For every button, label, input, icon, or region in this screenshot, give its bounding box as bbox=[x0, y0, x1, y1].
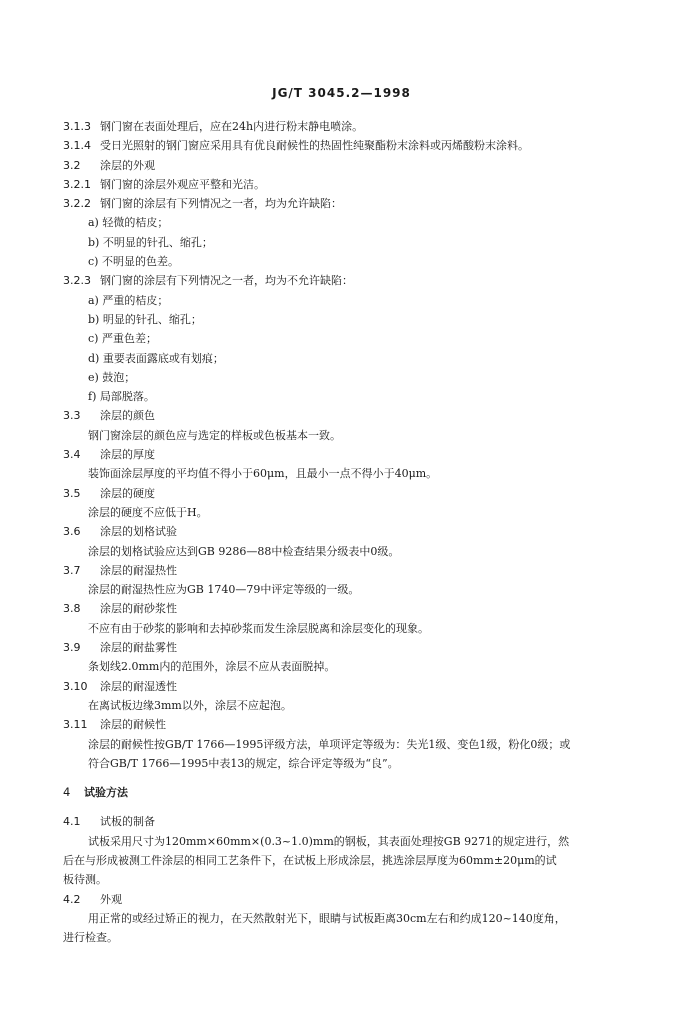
clause-text: 钢门窗的涂层有下列情况之一者，均为允许缺陷： bbox=[100, 197, 342, 211]
paragraph-text: 条划线2.0mm内的范围外，涂层不应从表面脱掉。 bbox=[88, 660, 336, 674]
list-item-text: d) 重要表面露底或有划痕； bbox=[88, 351, 224, 365]
clause-3-4 bbox=[0, 445, 683, 464]
paragraph-continuation bbox=[0, 928, 683, 947]
clause-number: 3.7 bbox=[63, 563, 81, 577]
paragraph-continuation bbox=[0, 754, 683, 773]
list-item-text: b) 不明显的针孔、缩孔； bbox=[88, 235, 213, 249]
clause-title: 涂层的硬度 bbox=[100, 486, 155, 500]
list-item bbox=[0, 310, 683, 329]
paragraph-text: 试板采用尺寸为120mm×60mm×(0.3~1.0)mm的钢板，其表面处理按GB 9271的规定进行，然 bbox=[88, 834, 570, 848]
clause-number: 4.2 bbox=[63, 892, 81, 906]
paragraph bbox=[0, 426, 683, 445]
paragraph-text: 涂层的耐湿热性应为GB 1740—79中评定等级的一级。 bbox=[88, 583, 360, 597]
clause-text: 受日光照射的钢门窗应采用具有优良耐候性的热固性纯聚酯粉末涂料或丙烯酸粉末涂料。 bbox=[100, 139, 529, 153]
clause-3-10 bbox=[0, 677, 683, 696]
list-item bbox=[0, 233, 683, 252]
list-item bbox=[0, 291, 683, 310]
clause-title: 涂层的耐盐雾性 bbox=[100, 641, 177, 655]
paragraph bbox=[0, 735, 683, 754]
section-number: 4 bbox=[63, 785, 71, 800]
clause-3-9 bbox=[0, 638, 683, 657]
clause-number: 3.1.4 bbox=[63, 139, 91, 153]
clause-3-2-2 bbox=[0, 194, 683, 213]
clause-3-2-1 bbox=[0, 175, 683, 194]
clause-3-2 bbox=[0, 156, 683, 175]
clause-number: 3.11 bbox=[63, 718, 88, 732]
paragraph-text: 板待测。 bbox=[63, 873, 107, 887]
paragraph-text: 涂层的硬度不应低于H。 bbox=[88, 505, 208, 519]
clause-3-1-3 bbox=[0, 117, 683, 136]
clause-title: 涂层的耐湿热性 bbox=[100, 563, 177, 577]
paragraph bbox=[0, 503, 683, 522]
list-item-text: c) 严重色差； bbox=[88, 332, 157, 346]
clause-title: 涂层的外观 bbox=[100, 158, 155, 172]
clause-number: 3.5 bbox=[63, 486, 81, 500]
paragraph-text: 装饰面涂层厚度的平均值不得小于60μm，且最小一点不得小于40μm。 bbox=[88, 467, 438, 481]
clause-number: 3.2.2 bbox=[63, 197, 91, 211]
clause-3-2-3 bbox=[0, 271, 683, 290]
list-item bbox=[0, 252, 683, 271]
clause-text: 钢门窗的涂层外观应平整和光洁。 bbox=[100, 177, 265, 191]
clause-number: 3.8 bbox=[63, 602, 81, 616]
clause-3-11 bbox=[0, 715, 683, 734]
clause-title: 试板的制备 bbox=[100, 815, 155, 829]
paragraph-continuation bbox=[0, 851, 683, 870]
list-item-text: a) 轻微的桔皮； bbox=[88, 216, 169, 230]
list-item bbox=[0, 213, 683, 232]
clause-3-3 bbox=[0, 406, 683, 425]
clause-3-5 bbox=[0, 484, 683, 503]
clause-number: 3.2.3 bbox=[63, 274, 91, 288]
paragraph-continuation bbox=[0, 870, 683, 889]
paragraph-text: 符合GB/T 1766—1995中表13的规定，综合评定等级为“良”。 bbox=[88, 756, 399, 770]
clause-text: 钢门窗在表面处理后，应在24h内进行粉末静电喷涂。 bbox=[100, 120, 364, 133]
paragraph bbox=[0, 619, 683, 638]
section-title: 试验方法 bbox=[84, 786, 128, 800]
paragraph-text: 涂层的耐候性按GB/T 1766—1995评级方法，单项评定等级为：失光1级、变色1级，粉化0级；或 bbox=[88, 737, 571, 751]
clause-number: 3.4 bbox=[63, 448, 81, 462]
clause-title: 涂层的耐湿透性 bbox=[100, 679, 177, 693]
paragraph-text: 用正常的或经过矫正的视力，在天然散射光下，眼睛与试板距离30cm左右和约成120~140度角， bbox=[88, 911, 566, 925]
list-item bbox=[0, 368, 683, 387]
clause-number: 3.2.1 bbox=[63, 177, 91, 191]
paragraph bbox=[0, 657, 683, 676]
clause-title: 涂层的颜色 bbox=[100, 409, 155, 423]
clause-number: 3.9 bbox=[63, 641, 81, 655]
paragraph-text: 在离试板边缘3mm以外，涂层不应起泡。 bbox=[88, 698, 292, 712]
list-item-text: c) 不明显的色差。 bbox=[88, 255, 179, 269]
clause-number: 3.10 bbox=[63, 679, 88, 693]
paragraph bbox=[0, 542, 683, 561]
clause-number: 3.2 bbox=[63, 158, 81, 172]
list-item-text: b) 明显的针孔、缩孔； bbox=[88, 312, 202, 326]
list-item-text: a) 严重的桔皮； bbox=[88, 293, 169, 307]
paragraph-text: 钢门窗涂层的颜色应与选定的样板或色板基本一致。 bbox=[88, 428, 341, 442]
paragraph-text: 后在与形成被测工件涂层的相同工艺条件下，在试板上形成涂层，挑选涂层厚度为60mm±20μm的试 bbox=[63, 853, 557, 867]
standard-header: JG/T 3045.2—1998 bbox=[272, 86, 411, 100]
paragraph-text: 不应有由于砂浆的影响和去掉砂浆而发生涂层脱离和涂层变化的现象。 bbox=[88, 621, 429, 635]
list-item bbox=[0, 329, 683, 348]
clause-number: 3.6 bbox=[63, 525, 81, 539]
list-item-text: f) 局部脱落。 bbox=[88, 390, 155, 404]
paragraph-text: 涂层的划格试验应达到GB 9286—88中检查结果分级表中0级。 bbox=[88, 544, 400, 558]
clause-title: 涂层的耐候性 bbox=[100, 718, 166, 732]
clause-3-1-4 bbox=[0, 136, 683, 155]
clause-4-2 bbox=[0, 890, 683, 909]
clause-number: 4.1 bbox=[63, 815, 81, 829]
paragraph bbox=[0, 832, 683, 851]
list-item bbox=[0, 349, 683, 368]
paragraph bbox=[0, 464, 683, 483]
paragraph bbox=[0, 909, 683, 928]
clause-3-6 bbox=[0, 522, 683, 541]
clause-3-7 bbox=[0, 561, 683, 580]
clause-title: 涂层的划格试验 bbox=[100, 525, 177, 539]
clause-title: 涂层的耐砂浆性 bbox=[100, 602, 177, 616]
paragraph-text: 进行检查。 bbox=[63, 931, 118, 945]
list-item bbox=[0, 387, 683, 406]
clause-text: 钢门窗的涂层有下列情况之一者，均为不允许缺陷： bbox=[100, 274, 353, 288]
section-4 bbox=[0, 783, 683, 802]
clause-number: 3.3 bbox=[63, 409, 81, 423]
paragraph bbox=[0, 696, 683, 715]
document-body bbox=[0, 117, 683, 947]
clause-title: 涂层的厚度 bbox=[100, 448, 155, 462]
clause-number: 3.1.3 bbox=[63, 120, 91, 133]
clause-4-1 bbox=[0, 812, 683, 831]
paragraph bbox=[0, 580, 683, 599]
clause-3-8 bbox=[0, 599, 683, 618]
clause-title: 外观 bbox=[100, 892, 122, 906]
list-item-text: e) 鼓泡； bbox=[88, 370, 136, 384]
